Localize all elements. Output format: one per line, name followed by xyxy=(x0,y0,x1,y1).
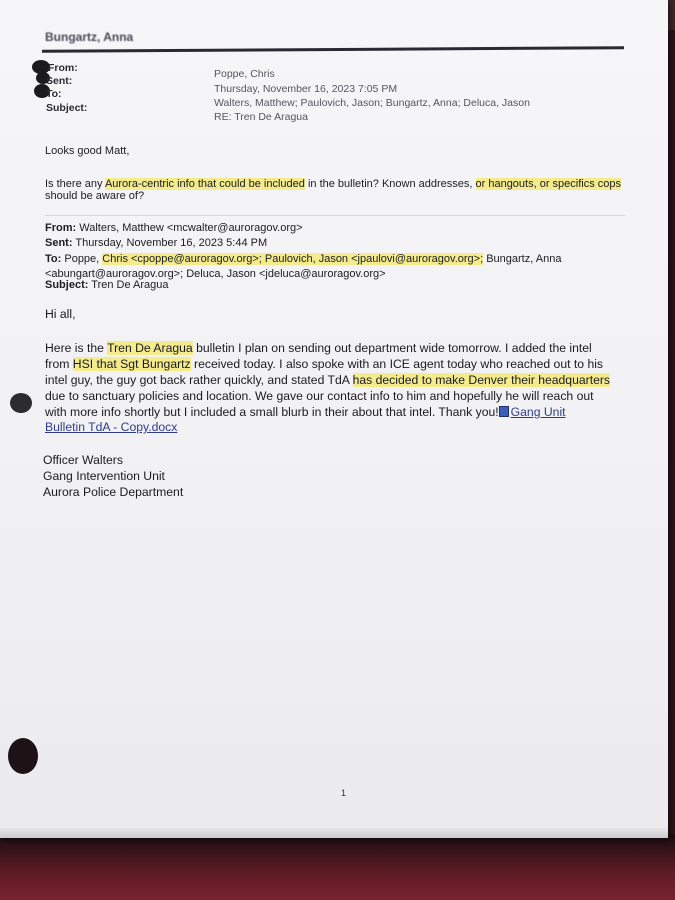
divider xyxy=(45,215,625,216)
paper-edge xyxy=(0,828,668,838)
highlight: or hangouts, or specifics cops xyxy=(475,178,622,190)
page-number: 1 xyxy=(341,788,347,798)
reply-to-label: To: xyxy=(46,88,62,100)
highlight: has decided to make Denver their headquarters xyxy=(352,373,611,387)
attachment-link[interactable]: Gang Unit xyxy=(510,405,566,419)
reply-question-line1: Is there any Aurora-centric info that could be included in the bulletin? Known addresses, or hangouts, or specifics cops xyxy=(45,178,622,190)
reply-from-label: From: xyxy=(48,62,78,74)
highlight: Tren De Aragua xyxy=(107,341,193,355)
signature-department: Aurora Police Department xyxy=(43,485,184,499)
original-sent: Sent: Thursday, November 16, 2023 5:44 PM xyxy=(45,237,268,249)
redaction-mark xyxy=(8,738,38,774)
header-rule xyxy=(42,46,624,53)
body-line5: with more info shortly but I included a small blurb in their about that intel. Thank you! Gang Unit xyxy=(45,405,566,419)
redaction-mark xyxy=(10,393,32,413)
signature-name: Officer Walters xyxy=(43,453,123,467)
body-line1: Here is the Tren De Aragua bulletin I plan on sending out department wide tomorrow. I added the intel xyxy=(45,341,592,355)
background-fabric xyxy=(0,835,675,900)
header-name: Bungartz, Anna xyxy=(45,30,134,44)
reply-greeting: Looks good Matt, xyxy=(45,145,130,157)
reply-subject: RE: Tren De Aragua xyxy=(214,111,308,123)
reply-from: Poppe, Chris xyxy=(214,68,275,80)
reply-question-line2: should be aware of? xyxy=(45,190,145,202)
original-to-line2: <abungart@auroragov.org>; Deluca, Jason <jdeluca@auroragov.org> xyxy=(45,268,386,280)
original-to: To: Poppe, Chris <cpoppe@auroragov.org>; Paulovich, Jason <jpaulovi@auroragov.org>; Bungartz, Anna xyxy=(45,253,562,265)
original-from: From: Walters, Matthew <mcwalter@auroragov.org> xyxy=(45,222,303,234)
highlight: Chris <cpoppe@auroragov.org>; Paulovich, Jason <jpaulovi@auroragov.org>; xyxy=(102,253,484,265)
body-line2: from HSI that Sgt Bungartz received today. I also spoke with an ICE agent today who reached out to his xyxy=(45,357,604,371)
body-line4: due to sanctuary policies and location. We gave our contact info to him and hopefully he will reach out xyxy=(45,389,594,403)
reply-sent-label: Sent: xyxy=(46,75,73,87)
body-line3: intel guy, the guy got back rather quickly, and stated TdA has decided to make Denver their headquarters xyxy=(45,373,611,387)
word-doc-icon xyxy=(499,406,509,417)
attachment-link-line2[interactable]: Bulletin TdA - Copy.docx xyxy=(45,420,178,434)
original-greeting: Hi all, xyxy=(45,307,76,321)
highlight: Aurora-centric info that could be included xyxy=(104,178,305,190)
reply-subject-label: Subject: xyxy=(46,102,88,114)
original-subject: Subject: Tren De Aragua xyxy=(45,279,169,291)
highlight: HSI that Sgt Bungartz xyxy=(72,357,191,371)
reply-to: Walters, Matthew; Paulovich, Jason; Bungartz, Anna; Deluca, Jason xyxy=(214,97,530,109)
reply-sent: Thursday, November 16, 2023 7:05 PM xyxy=(214,83,398,95)
signature-unit: Gang Intervention Unit xyxy=(43,469,165,483)
